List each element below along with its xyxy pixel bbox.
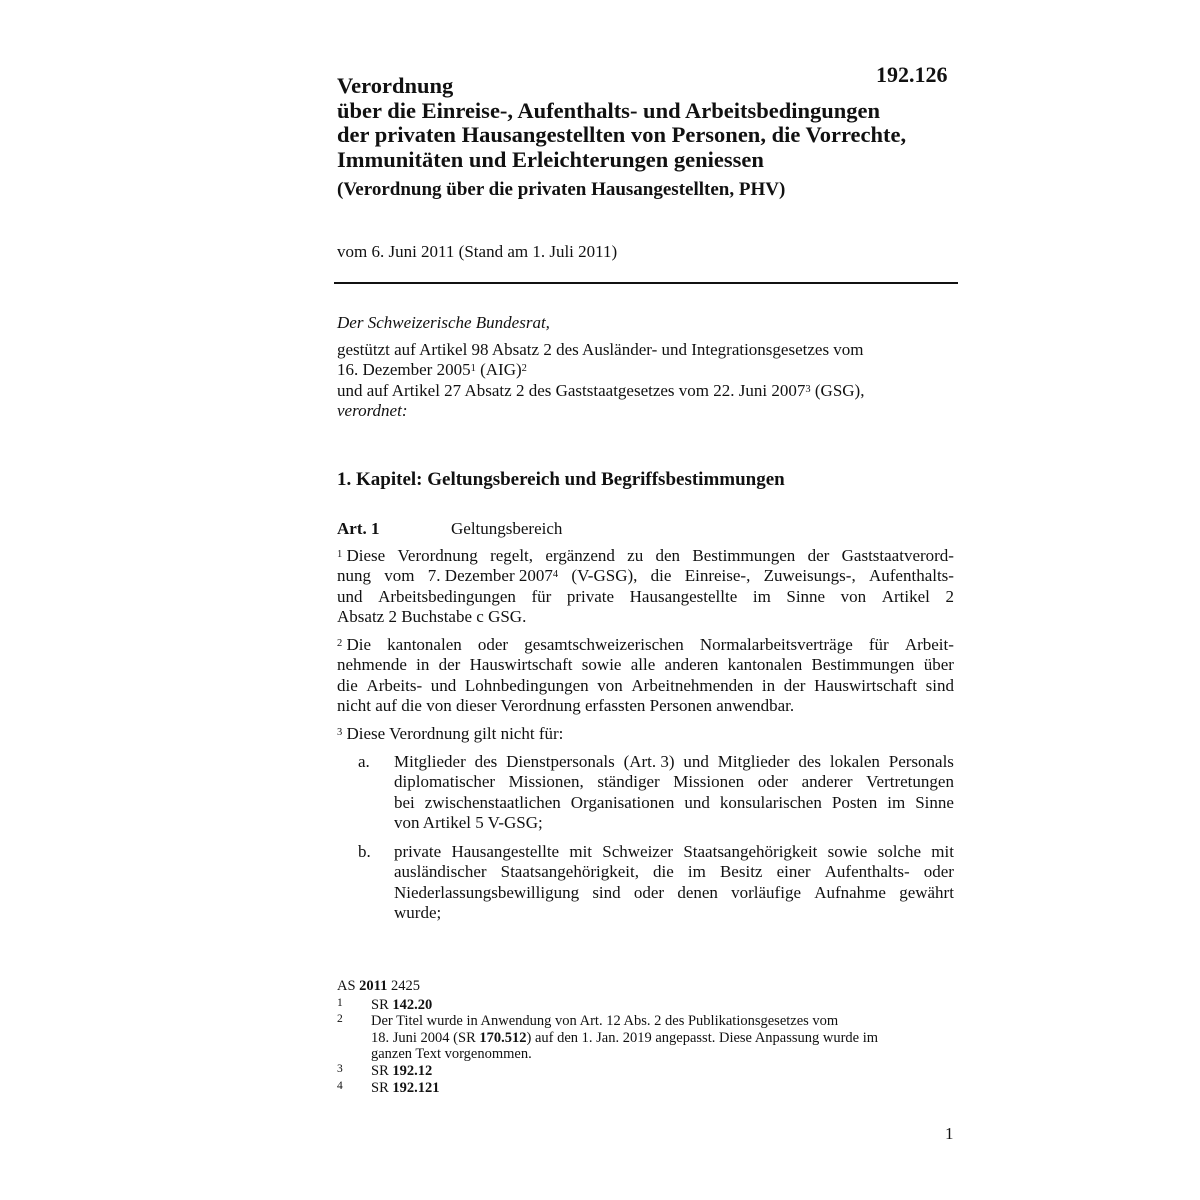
preamble-decrees: verordnet:: [337, 401, 408, 420]
article-paragraph-3: [337, 724, 954, 744]
footnote: 2 Der Titel wurde in Anwendung von Art. 12 Abs. 2 des Publikationsgesetzes vom 18. Juni 2004 (SR 170.512) auf den 1. Jan. 2019 angepasst. Diese Anpassung wurde im ganzen Text vorgenommen.: [337, 1013, 879, 1063]
para-line: nicht auf die von dieser Verordnung erfassten Personen anwendbar.: [337, 695, 795, 715]
title-line: Verordnung: [337, 73, 454, 98]
footnote: 3 SR 192.12: [337, 1062, 433, 1079]
para-line: die Arbeits- und Lohnbedingungen von Arbeitnehmenden in der Hauswirtschaft sind: [337, 675, 954, 695]
para-line: und Arbeitsbedingungen für private Hausangestellte im Sinne von Artikel 2: [337, 586, 954, 606]
paragraph-number: 2: [337, 638, 343, 649]
list-letter: b.: [358, 842, 371, 861]
footnote: 1 SR 142.20: [337, 996, 433, 1013]
preamble-basis-1b: 16. Dezember 2005$^1$ (AIG)$^2$: [337, 360, 527, 379]
para-line: Absatz 2 Buchstabe c GSG.: [337, 606, 527, 626]
list-item: [358, 752, 954, 834]
chapter-heading: 1. Kapitel: Geltungsbereich und Begriffsbestimmungen: [337, 469, 785, 490]
list-item-text: Mitglieder des Dienstpersonals (Art. 3) und Mitglieder des lokalen Personals diplomatischer Missionen, ständiger Missionen oder anderer Vertretungen bei zwischenstaatlichen Organisationen und konsularischen Posten im Sinne von Artikel 5 V-GSG;: [394, 752, 954, 832]
paragraph-number: 3: [337, 727, 343, 738]
footnote-number: 4: [337, 1079, 343, 1092]
footnote-source: AS 2011 2425: [337, 978, 420, 994]
page-number: 1: [945, 1124, 954, 1143]
article-number: Art. 1: [337, 519, 380, 538]
title-line: über die Einreise-, Aufenthalts- und Arbeitsbedingungen: [337, 97, 881, 123]
date-line: vom 6. Juni 2011 (Stand am 1. Juli 2011): [337, 242, 618, 261]
horizontal-rule: [334, 282, 958, 284]
ordinance-title: [337, 74, 977, 172]
footnote-ref: 1: [470, 363, 476, 374]
preamble-authority: Der Schweizerische Bundesrat,: [337, 313, 550, 332]
footnote-number: 1: [337, 996, 343, 1009]
footnote-ref: 4: [552, 569, 559, 581]
footnote-number: 2: [337, 1013, 343, 1026]
list-item-text: private Hausangestellte mit Schweizer Staatsangehörigkeit sowie solche mit ausländischer Staatsangehörigkeit, die im Besitz einer Aufenthalts- oder Niederlassungsbewilligung sind oder denen vorläufige Aufnahme gewährt wurde;: [394, 842, 954, 922]
article-paragraph-1: [337, 546, 954, 627]
para-line: $^2$ Die kantonalen oder gesamtschweizerischen Normalarbeitsverträge für Arbeit-: [337, 635, 954, 654]
footnote: 4 SR 192.121: [337, 1079, 440, 1096]
article-paragraph-2: [337, 635, 954, 716]
para-line: $^3$ Diese Verordnung gilt nicht für:: [337, 724, 564, 743]
list-item: [358, 842, 954, 924]
article-title: Geltungsbereich: [451, 519, 563, 538]
sr-number: 192.126: [876, 62, 948, 87]
para-line: nung vom 7. Dezember 2007$^4$ (V-GSG), die Einreise-, Zuweisungs-, Aufenthalts-: [337, 566, 954, 586]
list-letter: a.: [358, 752, 370, 771]
footnote-ref: 2: [521, 363, 527, 374]
paragraph-number: 1: [337, 549, 343, 560]
preamble-basis-1a: gestützt auf Artikel 98 Absatz 2 des Ausländer- und Integrationsgesetzes vom: [337, 339, 864, 359]
para-line: $^1$ Diese Verordnung regelt, ergänzend zu den Bestimmungen der Gaststaatverord-: [337, 546, 954, 565]
article-heading: [337, 519, 562, 539]
para-line: nehmende in der Hauswirtschaft sowie alle anderen kantonalen Bestimmungen über: [337, 655, 954, 675]
title-line: Immunitäten und Erleichterungen geniessen: [337, 146, 764, 172]
title-line: der privaten Hausangestellten von Personen, die Vorrechte,: [337, 122, 907, 147]
preamble-basis-2: und auf Artikel 27 Absatz 2 des Gaststaatgesetzes vom 22. Juni 2007$^3$ (GSG),: [337, 380, 865, 400]
footnotes: [337, 978, 957, 1096]
preamble: [337, 313, 957, 422]
footnote-ref: 3: [805, 383, 811, 395]
short-title: (Verordnung über die privaten Hausangestellten, PHV): [337, 179, 786, 200]
footnote-number: 3: [337, 1062, 343, 1075]
